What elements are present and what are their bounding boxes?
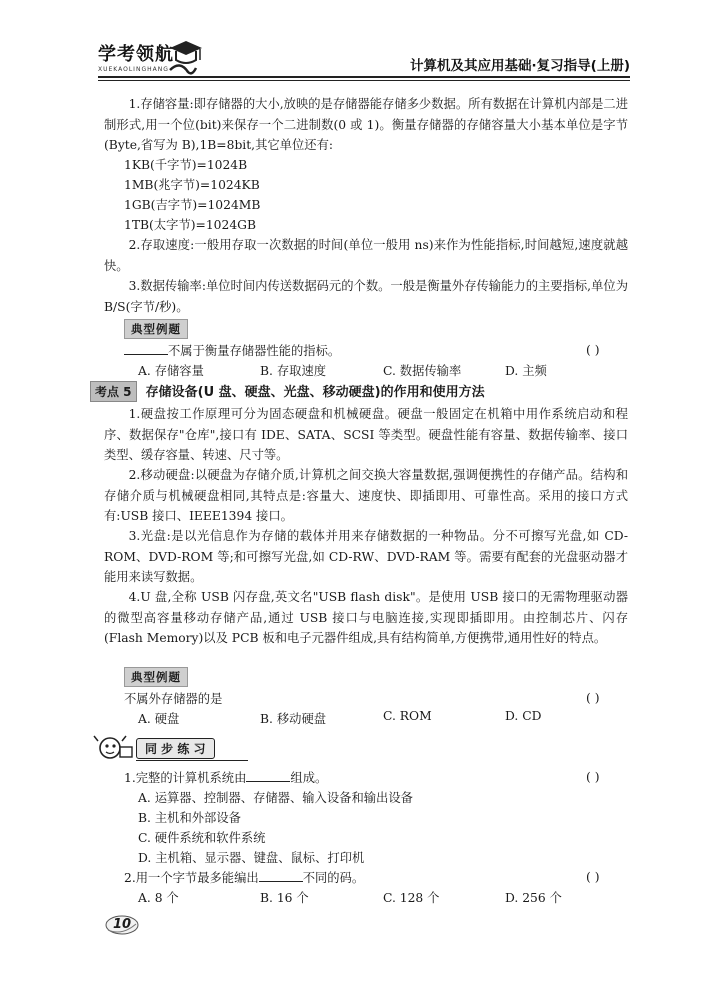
q2-stem-text-b: 不同的码。	[302, 871, 365, 885]
example1-option-b: B. 存取速度	[260, 364, 327, 378]
unit-tb: 1TB(太字节)=1024GB	[124, 218, 257, 232]
example1-option-d: D. 主频	[505, 364, 547, 378]
example1-option-c: C. 数据传输率	[383, 364, 462, 378]
example2-stem: 不属外存储器的是	[124, 692, 223, 706]
q2-stem	[124, 868, 364, 888]
unit-mb: 1MB(兆字节)=1024KB	[124, 178, 260, 192]
practice-banner-line	[136, 760, 248, 761]
answer-blank	[124, 344, 168, 355]
section5-badge: 考点 5	[90, 381, 137, 402]
q2-option-d: D. 256 个	[505, 891, 562, 905]
unit-kb: 1KB(千字节)=1024B	[124, 158, 248, 172]
usb-drive-paragraph: 4.U 盘,全称 USB 闪存盘,英文名"USB flash disk"。是使用 USB 接口的无需物理驱动器的微型高容量移动存储产品,通过 USB 接口与电脑连接,实现即插即用。由控制芯片、闪存(Flash Memory)以及 PCB 板和电子元器件组成,具有结构简单,方便携带,通用性好的特点。	[104, 590, 628, 645]
q1-option-d: D. 主机箱、显示器、键盘、鼠标、打印机	[138, 851, 365, 865]
logo-text: 学考领航	[98, 44, 174, 65]
access-speed-paragraph: 2.存取速度:一般用存取一次数据的时间(单位一般用 ns)来作为性能指标,时间越短,速度就越快。	[104, 238, 628, 273]
unit-gb: 1GB(吉字节)=1024MB	[124, 198, 261, 212]
q2-option-c: C. 128 个	[383, 891, 440, 905]
header-rule	[98, 76, 630, 78]
example2-option-a: A. 硬盘	[138, 712, 180, 726]
mascot-icon	[92, 733, 136, 763]
capacity-paragraph: 1.存储容量:即存储器的大小,放映的是存储器能存储多少数据。所有数据在计算机内部是二进制形式,用一个位(bit)来保存一个二进制数(0 或 1)。衡量存储器的存储容量大小基本单位是字节(Byte,省写为 B),1B=8bit,其它单位还有:	[104, 97, 628, 152]
hdd-paragraph: 1.硬盘按工作原理可分为固态硬盘和机械硬盘。硬盘一般固定在机箱中用作系统启动和程序、数据保存"仓库",接口有 IDE、SATA、SCSI 等类型。硬盘性能有容量、数据传输率、接口类型、缓存容量、转速、尺寸等。	[104, 407, 628, 462]
transfer-rate-paragraph: 3.数据传输率:单位时间内传送数据码元的个数。一般是衡量外存传输能力的主要指标,单位为 B/S(字节/秒)。	[104, 279, 628, 314]
q1-stem-text-b: 组成。	[290, 771, 328, 785]
q2-option-a: A. 8 个	[138, 891, 179, 905]
q2-answer-paren: ( )	[586, 870, 600, 884]
q1-option-c: C. 硬件系统和软件系统	[138, 831, 266, 845]
example1-option-a: A. 存储容量	[138, 364, 204, 378]
example1-stem	[124, 341, 340, 361]
q2-stem-text-a: 2.用一个字节最多能编出	[124, 871, 259, 885]
example2-option-d: D. CD	[505, 709, 542, 723]
section5-heading	[90, 381, 485, 402]
q1-answer-paren: ( )	[586, 770, 600, 784]
example1-stem-text: 不属于衡量存储器性能的指标。	[168, 344, 341, 358]
header-title: 计算机及其应用基础·复习指导(上册)	[410, 58, 630, 74]
page-number-badge	[104, 914, 140, 936]
optical-disc-paragraph: 3.光盘:是以光信息作为存储的载体并用来存储数据的一种物品。分不可擦写光盘,如 CD-ROM、DVD-ROM 等;和可擦写光盘,如 CD-RW、DVD-RAM 等。需要有配套的光盘驱动器才能用来读写数据。	[104, 529, 628, 584]
graduation-cap-icon	[166, 38, 204, 78]
example1-answer-paren: ( )	[586, 343, 600, 357]
header	[0, 0, 725, 80]
q2-option-b: B. 16 个	[260, 891, 309, 905]
q1-stem	[124, 768, 327, 788]
example2-answer-paren: ( )	[586, 691, 600, 705]
practice-banner-label: 同 步 练 习	[136, 738, 215, 759]
mobile-hdd-paragraph: 2.移动硬盘:以硬盘为存储介质,计算机之间交换大容量数据,强调便携性的存储产品。结构和存储介质与机械硬盘相同,其特点是:容量大、速度快、即插即用、可靠性高。采用的接口方式有:USB 接口、IEEE1394 接口。	[104, 468, 628, 523]
logo-subtext: XUEKAOLINGHANG	[98, 66, 169, 73]
practice-banner	[92, 733, 252, 763]
section5-title: 存储设备(U 盘、硬盘、光盘、移动硬盘)的作用和使用方法	[145, 385, 485, 400]
q1-stem-text-a: 1.完整的计算机系统由	[124, 771, 247, 785]
example2-option-c: C. ROM	[383, 709, 432, 723]
q1-answer-blank	[246, 771, 290, 782]
example-label-2: 典型例题	[124, 667, 188, 687]
q1-option-b: B. 主机和外部设备	[138, 811, 241, 825]
page-number: 10	[113, 917, 132, 932]
logo	[98, 40, 174, 73]
q2-answer-blank	[259, 871, 303, 882]
header-rule-thin	[98, 80, 630, 81]
example-label: 典型例题	[124, 319, 188, 339]
example2-option-b: B. 移动硬盘	[260, 712, 327, 726]
q1-option-a: A. 运算器、控制器、存储器、输入设备和输出设备	[138, 791, 413, 805]
